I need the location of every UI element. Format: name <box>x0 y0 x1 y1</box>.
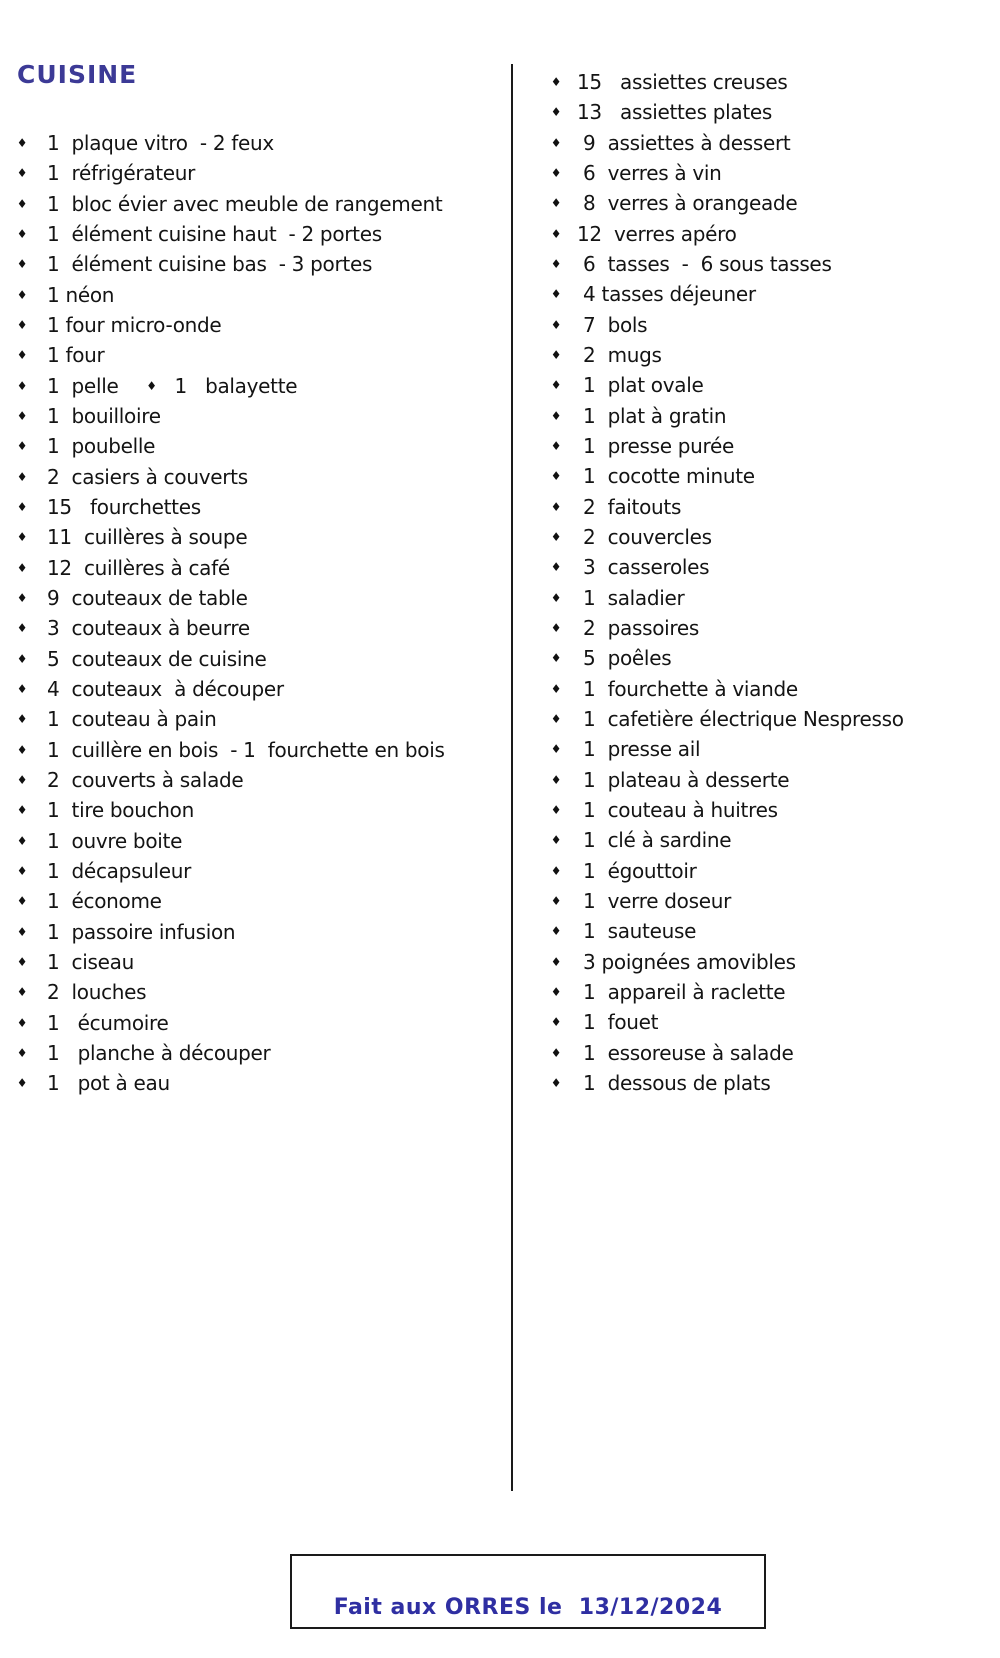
bullet-icon: ♦ <box>16 924 28 939</box>
list-item <box>0 249 505 279</box>
item-text: 4 tasses déjeuner <box>577 282 756 307</box>
list-item <box>549 613 1000 643</box>
list-item <box>549 128 1000 158</box>
list-item <box>0 826 505 856</box>
list-item <box>0 219 505 249</box>
list-item <box>0 158 505 188</box>
bullet-icon: ♦ <box>16 469 28 484</box>
item-text: 1 cocotte minute <box>577 464 755 489</box>
list-item <box>0 917 505 947</box>
list-item <box>0 1038 505 1068</box>
list-item <box>0 735 505 765</box>
item-text: 13 assiettes plates <box>577 100 773 125</box>
list-item <box>0 128 505 158</box>
bullet-icon: ♦ <box>550 681 562 696</box>
list-item <box>0 765 505 795</box>
list-item <box>549 1068 1000 1098</box>
bullet-icon: ♦ <box>550 348 562 363</box>
item-text: 6 tasses - 6 sous tasses <box>577 252 832 277</box>
item-text: 1 plat à gratin <box>577 403 727 428</box>
bullet-icon: ♦ <box>16 1015 28 1030</box>
bullet-icon: ♦ <box>550 894 562 909</box>
list-item <box>549 583 1000 613</box>
list-item <box>549 977 1000 1007</box>
bullet-icon: ♦ <box>550 1015 562 1030</box>
bullet-icon: ♦ <box>550 560 562 575</box>
item-text: 1 pelle <box>47 373 119 398</box>
bullet-icon: ♦ <box>16 1076 28 1091</box>
list-item <box>549 1038 1000 1068</box>
item-text: 9 couteaux de table <box>47 586 248 611</box>
item-text: 1 couteau à pain <box>47 707 217 732</box>
item-text: 1 élément cuisine bas - 3 portes <box>47 252 373 277</box>
list-item <box>0 674 505 704</box>
column-divider <box>511 64 513 1491</box>
list-item <box>549 492 1000 522</box>
bullet-icon: ♦ <box>16 227 28 242</box>
item-text: 1 verre doseur <box>577 889 732 914</box>
bullet-icon: ♦ <box>550 742 562 757</box>
list-item <box>0 1068 505 1098</box>
list-item <box>0 462 505 492</box>
bullet-icon: ♦ <box>550 954 562 969</box>
bullet-icon: ♦ <box>550 196 562 211</box>
bullet-icon: ♦ <box>16 166 28 181</box>
list-item <box>549 279 1000 309</box>
bullet-icon: ♦ <box>16 742 28 757</box>
list-item <box>549 188 1000 218</box>
right-column <box>549 67 1000 1098</box>
item-text: 3 casseroles <box>577 555 710 580</box>
bullet-icon: ♦ <box>550 287 562 302</box>
bullet-icon: ♦ <box>550 985 562 999</box>
item-text: 1 bouilloire <box>47 404 161 429</box>
item-text: 5 poêles <box>577 646 672 671</box>
item-text: 5 couteaux de cuisine <box>47 646 267 671</box>
left-column <box>0 128 505 1099</box>
list-item <box>549 886 1000 916</box>
bullet-icon: ♦ <box>16 651 28 666</box>
bullet-icon: ♦ <box>550 166 562 181</box>
item-text: 1 clé à sardine <box>577 828 732 853</box>
list-item <box>0 977 505 1007</box>
item-text: 12 verres apéro <box>577 221 737 246</box>
item-text: 1 tire bouchon <box>47 798 194 823</box>
item-text: 2 faitouts <box>577 494 682 519</box>
bullet-icon: ♦ <box>550 863 562 878</box>
list-item <box>549 1007 1000 1037</box>
item-text: 3 poignées amovibles <box>577 949 796 974</box>
bullet-icon: ♦ <box>16 712 28 727</box>
item-text: 1 écumoire <box>47 1010 169 1035</box>
item-text: 1 appareil à raclette <box>577 980 786 1004</box>
list-item <box>0 371 505 401</box>
bullet-icon: ♦ <box>16 530 28 545</box>
list-item <box>0 280 505 310</box>
list-item <box>549 431 1000 461</box>
list-item <box>549 674 1000 704</box>
bullet-icon: ♦ <box>550 439 562 454</box>
item-text: 1 dessous de plats <box>577 1070 771 1095</box>
bullet-icon: ♦ <box>16 257 28 272</box>
list-item <box>0 856 505 886</box>
list-item <box>549 825 1000 855</box>
list-item <box>549 401 1000 431</box>
item-text: 1 cuillère en bois - 1 fourchette en bois <box>47 737 445 762</box>
item-text: 1 sauteuse <box>577 919 697 944</box>
list-item <box>549 461 1000 491</box>
item-text: 1 ciseau <box>47 950 134 975</box>
item-text: 6 verres à vin <box>577 161 722 186</box>
item-text: 1 bloc évier avec meuble de rangement <box>47 191 443 216</box>
item-text: 2 couverts à salade <box>47 768 244 793</box>
item-text: 11 cuillères à soupe <box>47 525 248 550</box>
bullet-icon: ♦ <box>550 378 562 393</box>
footer-box <box>290 1554 766 1629</box>
bullet-icon: ♦ <box>550 257 562 272</box>
list-item <box>0 401 505 431</box>
item-text: 7 bols <box>577 312 648 337</box>
list-item <box>0 947 505 977</box>
item-text: 1 planche à découper <box>47 1041 271 1065</box>
bullet-icon: ♦ <box>16 560 28 575</box>
list-item <box>0 583 505 613</box>
item-text: 1 plateau à desserte <box>577 767 790 792</box>
list-item <box>0 340 505 370</box>
item-text: 1 presse ail <box>577 737 701 762</box>
list-item <box>0 492 505 522</box>
item-text: 1 poubelle <box>47 434 156 459</box>
bullet-icon: ♦ <box>16 500 28 515</box>
list-item <box>549 947 1000 977</box>
bullet-icon: ♦ <box>16 682 28 697</box>
list-item <box>0 522 505 552</box>
item-text: 1 couteau à huitres <box>577 798 778 823</box>
bullet-icon: ♦ <box>16 621 28 636</box>
item-text: 2 casiers à couverts <box>47 464 248 489</box>
item-text: 1 réfrigérateur <box>47 161 196 186</box>
item-text: 1 passoire infusion <box>47 919 236 944</box>
bullet-icon: ♦ <box>550 499 562 514</box>
bullet-icon: ♦ <box>550 924 562 939</box>
item-text: 1 pot à eau <box>47 1071 170 1096</box>
item-text: 1 plat ovale <box>577 373 704 398</box>
bullet-icon: ♦ <box>146 378 157 393</box>
item-text: 1 saladier <box>577 585 685 610</box>
list-item <box>549 552 1000 582</box>
bullet-icon: ♦ <box>16 196 28 211</box>
list-item <box>549 340 1000 370</box>
bullet-icon: ♦ <box>16 894 28 909</box>
bullet-icon: ♦ <box>550 226 562 241</box>
item-text: 2 louches <box>47 980 147 1005</box>
item-text: 2 passoires <box>577 616 699 641</box>
item-text: 12 cuillères à café <box>47 555 230 580</box>
item-text: 1 néon <box>47 282 115 307</box>
bullet-icon: ♦ <box>16 287 28 302</box>
bullet-icon: ♦ <box>550 1075 562 1090</box>
item-text: 1 fourchette à viande <box>577 676 798 701</box>
item-text: 1 décapsuleur <box>47 859 192 884</box>
bullet-icon: ♦ <box>550 590 562 605</box>
item-text: 1 essoreuse à salade <box>577 1040 794 1065</box>
list-item <box>549 370 1000 400</box>
bullet-icon: ♦ <box>550 803 562 818</box>
list-item <box>0 553 505 583</box>
bullet-icon: ♦ <box>550 621 562 636</box>
list-item <box>0 1008 505 1038</box>
bullet-icon: ♦ <box>550 105 562 120</box>
bullet-icon: ♦ <box>550 651 562 666</box>
item-text: 1 égouttoir <box>577 858 697 883</box>
list-item <box>549 856 1000 886</box>
list-item <box>549 67 1000 97</box>
list-item <box>549 734 1000 764</box>
footer-text: Fait aux ORRES le 13/12/2024 <box>333 1595 723 1620</box>
bullet-icon: ♦ <box>16 439 28 454</box>
item-text: 1 fouet <box>577 1010 659 1035</box>
bullet-icon: ♦ <box>16 833 28 848</box>
list-item <box>549 704 1000 734</box>
item-text: 1 élément cuisine haut - 2 portes <box>47 222 382 247</box>
list-item <box>0 189 505 219</box>
list-item <box>549 522 1000 552</box>
bullet-icon: ♦ <box>16 955 28 970</box>
list-item <box>549 916 1000 946</box>
list-item <box>549 310 1000 340</box>
list-item <box>0 644 505 674</box>
item-text: 1 cafetière électrique Nespresso <box>577 707 904 732</box>
item-text: 15 fourchettes <box>47 495 201 520</box>
bullet-icon: ♦ <box>550 135 562 150</box>
item-text: 4 couteaux à découper <box>47 677 284 702</box>
list-item <box>0 886 505 916</box>
bullet-icon: ♦ <box>16 1046 28 1060</box>
list-item <box>0 613 505 643</box>
item-text: 1 économe <box>47 889 162 914</box>
item-text: 1 presse purée <box>577 434 735 459</box>
list-item <box>0 431 505 461</box>
bullet-icon: ♦ <box>16 318 28 333</box>
bullet-icon: ♦ <box>550 833 562 848</box>
bullet-icon: ♦ <box>550 772 562 787</box>
bullet-icon: ♦ <box>550 469 562 484</box>
bullet-icon: ♦ <box>16 803 28 818</box>
bullet-icon: ♦ <box>16 864 28 879</box>
list-item <box>549 158 1000 188</box>
bullet-icon: ♦ <box>550 75 562 90</box>
bullet-icon: ♦ <box>550 530 562 545</box>
item-text: 1 balayette <box>174 373 298 398</box>
page-title: CUISINE <box>17 60 138 89</box>
item-text: 1 four <box>47 343 105 368</box>
item-text: 1 ouvre boite <box>47 828 183 853</box>
bullet-icon: ♦ <box>16 378 28 393</box>
item-text: 15 assiettes creuses <box>577 70 788 95</box>
bullet-icon: ♦ <box>16 348 28 363</box>
bullet-icon: ♦ <box>16 409 28 424</box>
item-text: 3 couteaux à beurre <box>47 616 250 641</box>
item-text: 1 plaque vitro - 2 feux <box>47 131 274 156</box>
item-text: 9 assiettes à dessert <box>577 130 791 155</box>
bullet-icon: ♦ <box>550 317 562 332</box>
bullet-icon: ♦ <box>16 985 28 1000</box>
item-text: 2 couvercles <box>577 525 712 550</box>
bullet-icon: ♦ <box>550 712 562 727</box>
list-item <box>549 765 1000 795</box>
list-item <box>0 704 505 734</box>
list-item <box>549 643 1000 673</box>
list-item <box>0 795 505 825</box>
item-text: 2 mugs <box>577 343 662 368</box>
bullet-icon: ♦ <box>550 1045 562 1060</box>
item-text: 8 verres à orangeade <box>577 191 798 216</box>
list-item <box>549 795 1000 825</box>
list-item <box>549 219 1000 249</box>
list-item <box>0 310 505 340</box>
bullet-icon: ♦ <box>16 136 28 151</box>
item-text: 1 four micro-onde <box>47 313 222 338</box>
bullet-icon: ♦ <box>550 408 562 423</box>
bullet-icon: ♦ <box>16 773 28 788</box>
list-item <box>549 97 1000 127</box>
bullet-icon: ♦ <box>16 591 28 606</box>
list-item <box>549 249 1000 279</box>
